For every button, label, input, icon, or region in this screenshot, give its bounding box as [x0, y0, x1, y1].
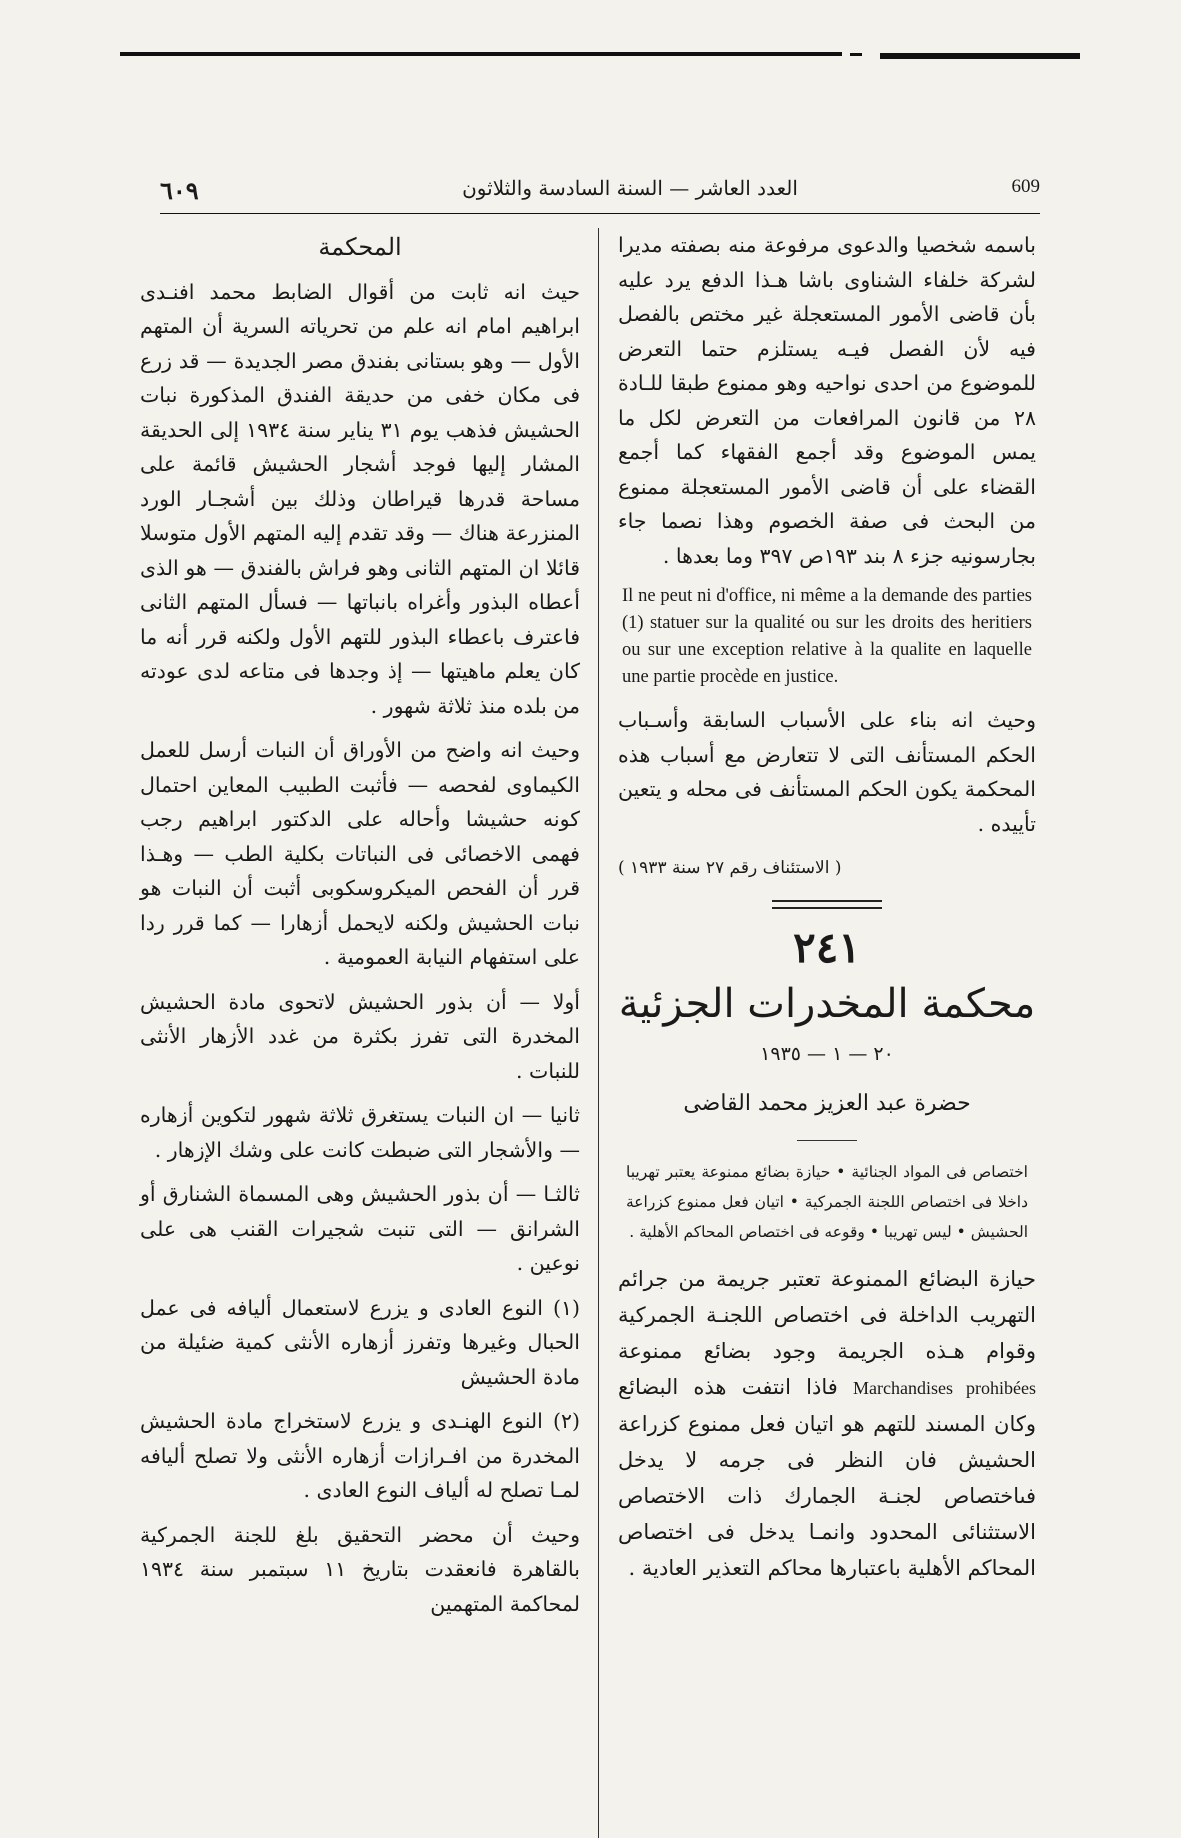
- running-title: العدد العاشر — السنة السادسة والثلاثون: [462, 176, 798, 200]
- paragraph: باسمه شخصيا والدعوى مرفوعة منه بصفته مديرا لشركة خلفاء الشناوى باشا هـذا الدفع يرد عليه بأن قاضى الأمور المستعجلة غير مختص بالفصل فيه لأن الفصل فيـه يستلزم حتما التعرض للموضوع من احدى نواحيه وهو ممنوع طبقا للـادة ٢٨ من قانون المرافعات من التعرض لكل ما يمس الموضوع وقد أجمع الفقهاء كما أجمع القضاء على أن قاضى الأمور المستعجلة ممنوع من البحث فى صفة الخصوم وهذا نصما جاء بجارسونيه جزء ٨ بند ١٩٣ص ٣٩٧ وما بعدها .: [618, 233, 1036, 568]
- french-quote: Il ne peut ni d'office, ni même a la demande des parties (1) statuer sur la qualité ou sur les droits des heritiers ou sur une exception relative à la qualite en laquelle une partie procède en justice.: [622, 586, 1032, 687]
- holding-paragraph: [618, 1261, 1036, 1586]
- holding-text: فاذا انتفت هذه البضائع وكان المسند للتهم هو اتيان فعل ممنوع كزراعة الحشيش فان النظر فى جرمه لا يدخل فىاختصاص لجنـة الجمارك ذات الاختصاص الاستثنائى المحدود وانمـا يدخل فى اختصاص المحاكم الأهلية باعتبارها محاكم التعذير العادية .: [618, 1374, 1036, 1580]
- header-rule: [160, 213, 1040, 214]
- appeal-reference: ( الاستئناف رقم ٢٧ سنة ١٩٣٣ ): [618, 858, 842, 878]
- left-column: [140, 228, 580, 1631]
- holding-text: حيازة البضائع الممنوعة تعتبر جريمة من جرائم التهريب الداخلة فى اختصاص اللجنـة الجمركية وقوام هـذه الجريمة وجود بضائع ممنوعة: [618, 1266, 1036, 1363]
- paragraph: وحيث انه بناء على الأسباب السابقة وأسـباب الحكم المستأنف التى لا تتعارض مع أسباب هذه المحكمة يكون الحكم المستأنف فى محله و يتعين تأييده .: [618, 708, 1036, 836]
- paragraph: حيث انه ثابت من أقوال الضابط محمد افنـدى ابراهيم امام انه علم من تحرياته السرية أن المتهم الأول — وهو بستانى بفندق مصر الجديدة — قد زرع فى مكان خفى من حديقة الفندق المذكورة نبات الحشيش فذهب يوم ٣١ يناير سنة ١٩٣٤ إلى الحديقة المشار إليها فوجد أشجار الحشيش قائمة على مساحة قدرها قيراطان وذلك بين أشجـار الورد المنزرعة هناك — وقد تقدم إليه المتهم الأول متوسلا قائلا ان المتهم الثانى وهو فراش بالفندق — هو الذى أعطاه البذور وأغراه بانباتها — فسأل المتهم الثانى فاعترف باعطاء البذور للتهم الأول ولكنه قرر أنه ما كان يعلم ماهيتها — إذ وجدها فى متاعه لدى عودته من بلده منذ ثلاثة شهور .: [140, 279, 580, 718]
- column-divider: [598, 228, 599, 1838]
- top-rule-right: [880, 53, 1080, 59]
- holding-latin-term: Marchandises prohibées: [853, 1377, 1036, 1398]
- short-divider: [797, 1140, 857, 1141]
- page-header: [160, 176, 1040, 212]
- case-date: ٢٠ — ١ — ١٩٣٥: [760, 1042, 894, 1065]
- case-summary: اختصاص فى المواد الجنائية • حيازة بضائع ممنوعة يعتبر تهريبا داخلا فى اختصاص اللجنة الجمركية • اتيان فعل ممنوع كزراعة الحشيش • ليس تهريبا • وقوعه فى اختصاص المحاكم الأهلية .: [626, 1162, 1028, 1241]
- page-number-arabic: ٦٠٩: [160, 176, 199, 205]
- top-rule: [120, 52, 842, 56]
- page-number-latin: 609: [1011, 176, 1040, 197]
- section-double-rule: [772, 900, 882, 909]
- paragraph: ثالثـا — أن بذور الحشيش وهى المسماة الشنارق أو الشرانق — التى تنبت شجيرات القنب هى على نوعين .: [140, 1182, 580, 1275]
- paragraph: وحيث انه واضح من الأوراق أن النبات أرسل للعمل الكيماوى لفحصه — فأثبت الطبيب المعاين احتمال كونه حشيشا وأحاله على الدكتور ابراهيم رجب فهمى الاخصائى فى النباتات بكلية الطب — وهـذا قرر أن الفحص الميكروسكوبى أثبت أن النبات هو نبات الحشيش ولكنه لايحمل أزهارا — كما قرر ردا على استفهام النيابة العمومية .: [140, 738, 580, 969]
- judge-name: حضرة عبد العزيز محمد القاضى: [683, 1091, 971, 1116]
- case-number: ٢٤١: [793, 922, 861, 972]
- paragraph: وحيث أن محضر التحقيق بلغ للجنة الجمركية بالقاهرة فانعقدت بتاريخ ١١ سبتمبر سنة ١٩٣٤ لمحاكمة المتهمين: [140, 1522, 580, 1616]
- top-rule-dash: [850, 53, 862, 56]
- court-name: محكمة المخدرات الجزئية: [618, 980, 1036, 1027]
- right-column: [618, 228, 1036, 1596]
- paragraph: (٢) النوع الهنـدى و يزرع لاستخراج مادة الحشيش المخدرة من افـرازات أزهاره الأنثى ولا تصلح أليافه لمـا تصلح له ألياف النوع العادى .: [140, 1409, 580, 1502]
- paragraph: أولا — أن بذور الحشيش لاتحوى مادة الحشيش المخدرة التى تفرز بكثرة من غدد الأزهار الأنثى للنبات .: [140, 989, 580, 1083]
- paragraph: (١) النوع العادى و يزرع لاستعمال أليافه فى عمل الحبال وغيرها وتفرز أزهاره الأنثى كمية ضئيلة من مادة الحشيش: [140, 1295, 580, 1389]
- paragraph: ثانيا — ان النبات يستغرق ثلاثة شهور لتكوين أزهاره — والأشجار التى ضبطت كانت على وشك الإزهار .: [140, 1103, 580, 1162]
- section-title: المحكمة: [318, 233, 402, 261]
